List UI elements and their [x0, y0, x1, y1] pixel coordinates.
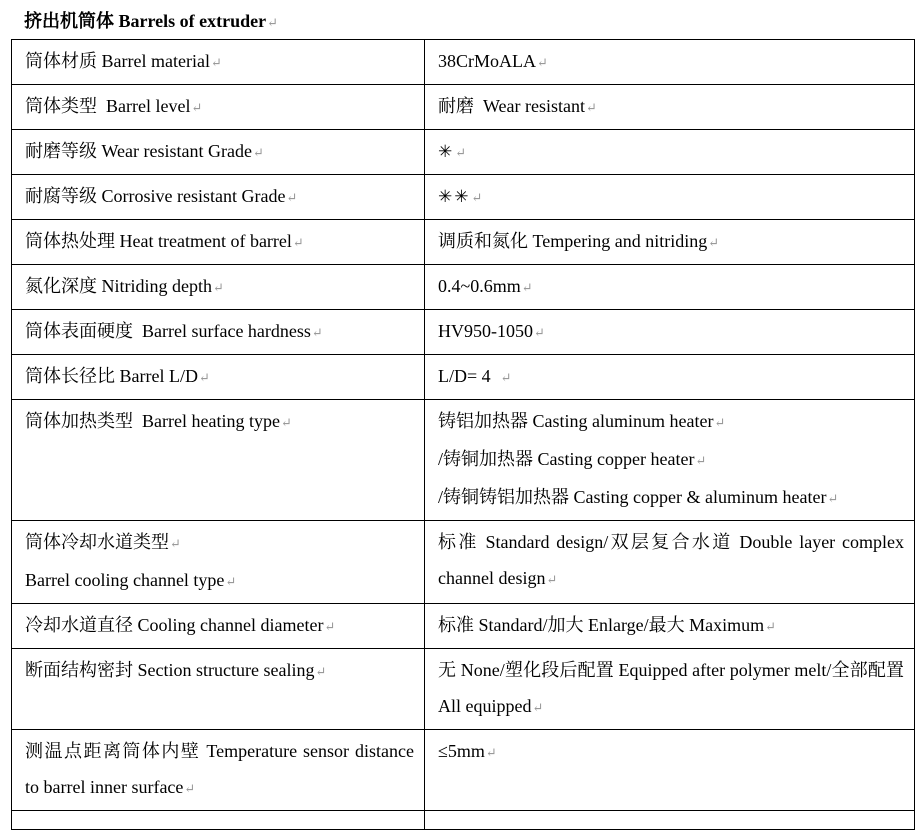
paragraph-mark: ↵: [213, 280, 224, 295]
star-rating: ✳: [438, 142, 455, 162]
paragraph-mark: ↵: [532, 700, 544, 715]
paragraph-mark: ↵: [324, 619, 336, 634]
paragraph-mark: ↵: [286, 190, 298, 205]
row-value: [425, 730, 915, 811]
row-value: [425, 130, 915, 175]
value-text: ≤5mm: [438, 741, 485, 761]
value-text: 无 None/塑化段后配置 Equipped after polymer melt/全部配置 All equipped: [438, 660, 904, 716]
label-text: 冷却水道直径 Cooling channel diameter: [25, 615, 324, 635]
row-label: [12, 220, 425, 265]
label-line: [25, 524, 414, 562]
row-value: [425, 604, 915, 649]
table-row: [12, 40, 915, 85]
row-value: [425, 265, 915, 310]
row-label: [12, 400, 425, 521]
paragraph-mark: ↵: [184, 781, 196, 796]
row-label: [12, 604, 425, 649]
row-label: [12, 175, 425, 220]
paragraph-mark: ↵: [827, 491, 839, 506]
value-text: 耐磨 Wear resistant: [438, 96, 586, 116]
row-value: [425, 355, 915, 400]
label-text: 耐腐等级 Corrosive resistant Grade: [25, 186, 286, 206]
spec-table: [11, 39, 915, 830]
label-text: 筒体冷却水道类型: [25, 532, 169, 552]
paragraph-mark: ↵: [485, 745, 497, 760]
label-text: 断面结构密封 Section structure sealing: [25, 660, 315, 680]
row-label: [12, 130, 425, 175]
table-row: [12, 220, 915, 265]
value-text: /铸铜铸铝加热器 Casting copper & aluminum heater: [438, 487, 827, 507]
star-rating: ✳✳: [438, 187, 471, 207]
label-text: 氮化深度 Nitriding depth: [25, 276, 212, 296]
paragraph-mark: ↵: [695, 453, 707, 468]
value-text: 铸铝加热器 Casting aluminum heater: [438, 411, 714, 431]
table-row: [12, 265, 915, 310]
table-row: [12, 85, 915, 130]
label-text: 筒体材质 Barrel material: [25, 51, 210, 71]
paragraph-mark: ↵: [292, 235, 304, 250]
value-text: /铸铜加热器 Casting copper heater: [438, 449, 695, 469]
row-label: [12, 355, 425, 400]
paragraph-mark: ↵: [708, 235, 720, 250]
label-text: 测温点距离筒体内壁 Temperature sensor distance to barrel inner surface: [25, 741, 414, 797]
table-row: [12, 649, 915, 730]
label-text: 筒体表面硬度 Barrel surface hardness: [25, 321, 311, 341]
table-row: [12, 604, 915, 649]
label-text: 筒体长径比 Barrel L/D: [25, 366, 198, 386]
empty-cell: [12, 811, 425, 830]
value-text: 标准 Standard design/双层复合水道 Double layer complex channel design: [438, 532, 904, 588]
row-label: [12, 521, 425, 604]
value-text: 38CrMoALA: [438, 51, 536, 71]
label-text: 筒体加热类型 Barrel heating type: [25, 411, 280, 431]
paragraph-mark: ↵: [210, 55, 222, 70]
table-row: [12, 521, 915, 604]
row-value: [425, 521, 915, 604]
row-value: [425, 310, 915, 355]
paragraph-mark: ↵: [455, 145, 467, 160]
paragraph-mark: ↵: [170, 536, 181, 551]
paragraph-mark: ↵: [586, 100, 597, 115]
label-text: 耐磨等级 Wear resistant Grade: [25, 141, 252, 161]
value-line: [438, 441, 904, 479]
label-text: 筒体热处理 Heat treatment of barrel: [25, 231, 292, 251]
row-value: [425, 175, 915, 220]
row-label: [12, 265, 425, 310]
label-text: 筒体类型 Barrel level: [25, 96, 191, 116]
paragraph-mark: ↵: [252, 145, 264, 160]
table-row: [12, 310, 915, 355]
document-title: [24, 9, 278, 35]
label-line: [25, 562, 414, 600]
table-row: [12, 811, 915, 830]
value-line: [438, 403, 904, 441]
paragraph-mark: ↵: [315, 664, 327, 679]
table-row: [12, 400, 915, 521]
value-text: 调质和氮化 Tempering and nitriding: [438, 231, 708, 251]
paragraph-mark: ↵: [311, 325, 323, 340]
paragraph-mark: ↵: [546, 572, 558, 587]
row-label: [12, 649, 425, 730]
value-text: 标准 Standard/加大 Enlarge/最大 Maximum: [438, 615, 765, 635]
table-row: [12, 175, 915, 220]
row-label: [12, 730, 425, 811]
paragraph-mark: ↵: [537, 55, 548, 70]
row-value: [425, 40, 915, 85]
label-text: Barrel cooling channel type: [25, 570, 225, 590]
value-text: L/D= 4: [438, 366, 500, 386]
paragraph-mark: ↵: [225, 574, 237, 589]
value-text: HV950-1050: [438, 321, 533, 341]
row-value: [425, 400, 915, 521]
title-text: 挤出机筒体 Barrels of extruder: [24, 11, 267, 31]
row-value: [425, 85, 915, 130]
paragraph-mark: ↵: [198, 370, 210, 385]
paragraph-mark: ↵: [521, 280, 533, 295]
table-row: [12, 130, 915, 175]
paragraph-mark: ↵: [500, 370, 512, 385]
paragraph-mark: ↵: [714, 415, 726, 430]
row-label: [12, 310, 425, 355]
paragraph-mark: ↵: [471, 190, 483, 205]
row-value: [425, 220, 915, 265]
paragraph-mark: ↵: [267, 15, 279, 30]
value-text: 0.4~0.6mm: [438, 276, 521, 296]
row-label: [12, 85, 425, 130]
empty-cell: [425, 811, 915, 830]
row-label: [12, 40, 425, 85]
row-value: [425, 649, 915, 730]
paragraph-mark: ↵: [191, 100, 203, 115]
paragraph-mark: ↵: [280, 415, 292, 430]
paragraph-mark: ↵: [765, 619, 777, 634]
table-row: [12, 730, 915, 811]
paragraph-mark: ↵: [534, 325, 545, 340]
table-row: [12, 355, 915, 400]
value-line: [438, 479, 904, 517]
